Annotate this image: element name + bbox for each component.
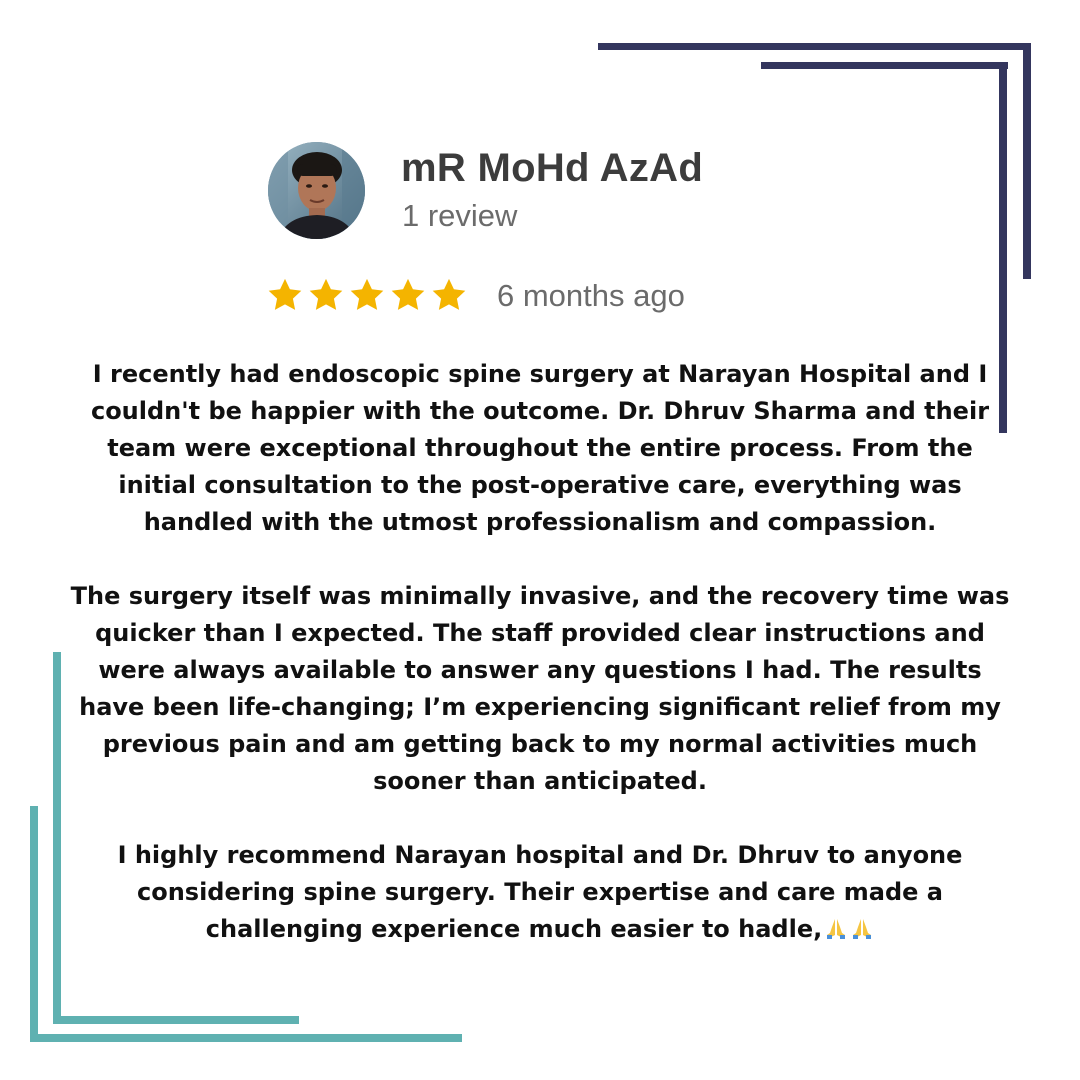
- review-paragraph-3: [70, 837, 1010, 951]
- navy-frame-outer-right: [1023, 43, 1031, 279]
- folded-hands-icon: [824, 914, 848, 951]
- navy-frame-inner-top: [761, 62, 1008, 69]
- teal-frame-inner-bottom: [53, 1016, 299, 1024]
- star-icon: [307, 276, 345, 314]
- review-paragraph-3-text: I highly recommend Narayan hospital and Dr. Dhruv to anyone considering spine surgery. Their expertise and care made a challenging experience much easier to hadle,: [117, 841, 963, 943]
- review-text: [70, 356, 1010, 988]
- profile-photo-icon: [268, 142, 365, 239]
- teal-frame-inner-left: [53, 652, 61, 1024]
- star-icon: [430, 276, 468, 314]
- rating-row: [266, 276, 786, 316]
- avatar[interactable]: [268, 142, 365, 239]
- star-icon: [266, 276, 304, 314]
- star-rating: [266, 276, 468, 314]
- navy-frame-outer-top: [598, 43, 1031, 50]
- reviewer-header: [268, 142, 788, 252]
- review-paragraph-2: The surgery itself was minimally invasive, and the recovery time was quicker than I expected. The staff provided clear instructions and were always available to answer any questions I had. The results have been life-changing; I’m experiencing significant relief from my previous pain and am getting back to my normal activities much sooner than anticipated.: [70, 582, 1010, 795]
- teal-frame-outer-left: [30, 806, 38, 1042]
- review-count[interactable]: 1 review: [402, 198, 518, 233]
- reviewer-name[interactable]: mR MoHd AzAd: [401, 146, 704, 190]
- review-date: 6 months ago: [497, 278, 685, 313]
- teal-frame-outer-bottom: [30, 1034, 462, 1042]
- folded-hands-icon: [850, 914, 874, 951]
- review-paragraph-1: I recently had endoscopic spine surgery at Narayan Hospital and I couldn't be happier with the outcome. Dr. Dhruv Sharma and their team were exceptional throughout the entire process. From the initial consultation to the post-operative care, everything was handled with the utmost professionalism and compassion.: [90, 360, 990, 536]
- star-icon: [389, 276, 427, 314]
- star-icon: [348, 276, 386, 314]
